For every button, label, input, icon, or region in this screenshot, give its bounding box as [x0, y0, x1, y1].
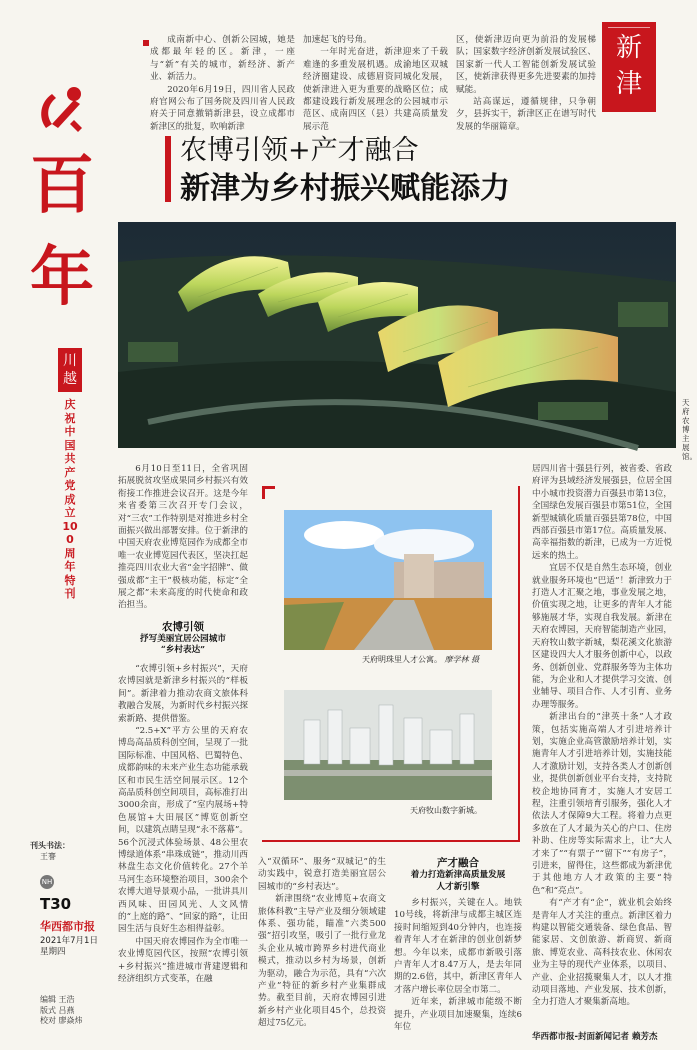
inscription-credit	[30, 840, 108, 862]
apartment-illustration	[284, 510, 492, 650]
designer-credit: 版式 吕燕	[40, 1005, 75, 1015]
subhead-1-line-a: 抒写美丽宜居公园城市	[140, 633, 226, 644]
main-photo-expo-hall	[118, 222, 676, 448]
subhead-2-line-b: 人才新引擎	[436, 881, 480, 892]
reporter-credit: 华西都市报-封面新闻记者 赖芳杰	[532, 1032, 658, 1042]
intro-column-1	[150, 34, 295, 133]
masthead-sidebar	[0, 0, 110, 1050]
edition-circle-icon: NH	[40, 875, 54, 889]
issue-weekday: 星期四	[40, 947, 66, 957]
district-badge-text: 新津	[615, 33, 642, 99]
editor-credit: 编辑 王浩	[40, 995, 75, 1004]
intro-paragraph: 成南新中心、创新公园城，她是成都最年轻的区。新津，一座与“新”有关的城市，新经济、新产业、新活力。	[150, 35, 295, 83]
proofreader-credit: 校对 廖焱炜	[40, 1016, 83, 1025]
newspaper-name: 华西都市报	[40, 920, 95, 933]
article-paragraph: 中国天府农博园作为全市唯一农业博览园代区，按照“农博引领+乡村振兴”推进城市背建逻辑和经济组织方式变革，在融	[118, 936, 248, 985]
headline-line-2: 新津为乡村振兴赋能添力	[180, 171, 510, 206]
anniversary-tagline: 庆祝中国共产党成立100周年特刊	[62, 398, 78, 600]
subhead-2-line-a: 着力打造新津高质量发展	[410, 870, 506, 880]
digital-city-illustration	[284, 690, 492, 800]
district-badge	[602, 22, 656, 112]
intro-column-2	[303, 34, 448, 133]
article-column-3-text	[394, 897, 522, 1033]
headline-accent	[165, 136, 171, 202]
article-column-2	[258, 856, 386, 1030]
subhead-2-title: 产才融合	[437, 857, 479, 869]
section-tag: 川越	[58, 348, 82, 392]
page-number: T30	[40, 895, 72, 913]
article-paragraph: 居四川省十强县行列，被省委、省政府评为县域经济发展强县，位居全国中小城市投资潜力百强县市第13位，全国绿色发展百强县市第51位，全国新型城镇化质量百强县第78位，中国西部百强县市第17位。高质量发展、高幸福指数的新津，已成为一方近悦远来的热土。	[532, 464, 672, 561]
headline-line-1: 农博引领+产才融合	[180, 135, 419, 166]
photo-talent-apartment	[284, 510, 492, 650]
article-column-1	[118, 463, 248, 985]
article-paragraph: 6月10日至11日，全省巩固拓展脱贫攻坚成果同乡村振兴有效衔接工作推进会议召开。这是今年来省委第三次召开专门会议，对“三农”工作特别是对推进乡村全面振兴做出部署安排。位于新津的中国天府农业博览园作为成都全市唯一农业博览园代表区，坚决扛起推亮四川农业大省“金字招牌”、做强成都“主干”极核功能，标定“全展之都”未来高度的时代使命和政治担当。	[118, 464, 248, 611]
article-paragraph: 宜居不仅是自然生态环境，创业就业服务环境也“巴适”！新津致力于打造人才汇聚之地，事业发展之地，价值实现之地，让更多的青年人才能够施展才华，实现自我发展。新津在天府农博园，天府智能制造产业园，天府牧山数字新城，梨花溪文化旅游区建设四大人才服务创新中心，以政务、创新创业、党群服务等为主体功能，为企业和人才提供学习交流、创业辅导、项目合作、人才引育、业务办理等服务。	[532, 563, 672, 710]
photo-1-caption	[362, 655, 512, 665]
article-column-4	[532, 463, 672, 1009]
staff-credits	[40, 995, 83, 1027]
subhead-1-title: 农博引领	[162, 620, 204, 633]
issue-date	[40, 936, 98, 958]
expo-hall-illustration	[118, 222, 676, 448]
article-paragraph: 近年来，新津城市能级不断提升，产业项目加速聚集，连续6年位	[394, 997, 522, 1033]
article-paragraph: 新津出台的“津英十条”人才政策，包括实施高端人才引进培养计划，实施企业高管激励培养计划，实施青年人才引进培养计划，实施技能人才激励计划，支持各类人才创新创业，提供创新创业平台支持，支持院校企地协同育才，实施人才安居工程，注重引领培育引服务，强化人才依法人才保障9大工程。将着力点更多放在了人才最为关心的户口、住房补助、住房等实际需求上，让“大人才来了”“有票子”“留下”“有房子”，引进来，留得住，这些都成为新津优于其他地方人才政策的主要“特色”和“亮点”。	[532, 712, 672, 896]
photo-1-caption-text: 天府明珠里人才公寓。	[362, 655, 442, 664]
article-paragraph: “2.5+X”平方公里的天府农博岛高品质科创空间，呈现了一批国际标准、中国风格、巴蜀特色、成都韵味的未来产业生态功能承载区和市民生活空间展示区。12个高品质科创空间项目，高标准打出3000余亩，形成了“室内展场+特色展馆+大田展区”博览创新空间，以建筑点睛呈现“永不落幕”。56个沉浸式体验场景、48公里农博绿道体系“串珠成链”，推动川西林盘生态文化价值转化。27个羊马河生态环境整治项目，300余个农博大道导景观小品，一批讲具川西风味、田园风光、人文风情的“上庭的路”、“回家的路”，让田园生活与良好生态相得益彰。	[118, 725, 248, 935]
intro-paragraph: 区，使新津迈向更为前沿的发展梯队；国家数字经济创新发展试验区、国家新一代人工智能创新发展试验区，使新津获得更多先进要素的加持赋能。	[456, 35, 596, 95]
photo-digital-city	[284, 690, 492, 800]
inscription-name: 王謇	[40, 852, 56, 861]
main-photo-caption: 天府农博主展馆。	[682, 398, 697, 461]
subhead-1-line-b: “乡村表达”	[160, 645, 206, 656]
intro-paragraph: 加速起飞的号角。	[303, 35, 372, 45]
intro-paragraph: 2020年6月19日，四川省人民政府官网公布了国务院及四川省人民政府关于同意撤销新津县，设立成都市新津区的批复，吹响新津	[150, 84, 295, 132]
intro-paragraph: 站高谋远，遵循规律，只争朝夕，县拆实干，新津区正在谱写时代发展的华丽篇章。	[456, 97, 596, 132]
intro-marker-icon	[143, 40, 149, 46]
issue-date-value: 2021年7月1日	[40, 936, 98, 946]
photo-2-caption: 天府牧山数字新城。	[410, 806, 482, 815]
article-paragraph: 乡村振兴，关键在人。地铁10号线，将新津与成都主城区连接时间缩短到40分钟内，也连接着青年人才在新津的创业创新梦想。今年以来，成都市新吸引落户青年人才8.47万人，是去年同期的2.6倍，其中，新津区青年人才落户增长率位居全市第二。	[394, 898, 522, 995]
article-paragraph: 新津围绕“农业博览+农商文旅体科教”主导产业及细分领域建体系、强功能，瞄准“六类500强”招引攻坚，吸引了一批行业龙头企业从城市跨界乡村进代商业模式，推动以乡村为场景，创新为驱动，融合为示范，具有“六次产业”特征的新乡村产业集群成势。截至目前，天府农博园引进新乡村产业化项目45个，总投资超过75亿元。	[258, 894, 386, 1029]
article-paragraph: 有“产才有“企”，就业机会始终是青年人才关注的重点。新津区着力构建以智能交通装备、绿色食品、智能家居、文创旅游、新商贸、新商旅、博览农业、高科技农业、休闲农业为主导的现代产业体系，以项目、产业、企业招揽聚集人才，以人才推动项目落地、产业发展、技术创新，全力打造人才聚集新高地。	[532, 898, 672, 1008]
photo-1-credit: 摩学林 摄	[444, 655, 480, 664]
article-paragraph: 入“双循环”、服务“双城记”的生动实践中，锐意打造美丽宜居公园城市的“乡村表达”。	[258, 857, 386, 892]
article-paragraph: “农博引领+乡村振兴”，天府农博园就是新津乡村振兴的“样板间”。新津着力推动农商文旅体科教融合发展，为新时代乡村振兴探索新路、提供借鉴。	[118, 663, 248, 724]
intro-column-3	[456, 34, 596, 133]
masthead-title: 百年	[30, 148, 94, 315]
party-emblem-icon	[30, 80, 90, 140]
article-column-3	[394, 856, 522, 1033]
intro-paragraph: 一年时光奋进，新津迎来了千载难逢的多重发展机遇。成渝地区双城经济圈建设、成德眉资同城化发展，使新津进入更为重要的战略区位；成都建设践行新发展理念的公园城市示范区、成南四区（县）共建高质量发展示范	[303, 47, 448, 132]
inscription-label: 刊头书法：	[30, 841, 70, 850]
